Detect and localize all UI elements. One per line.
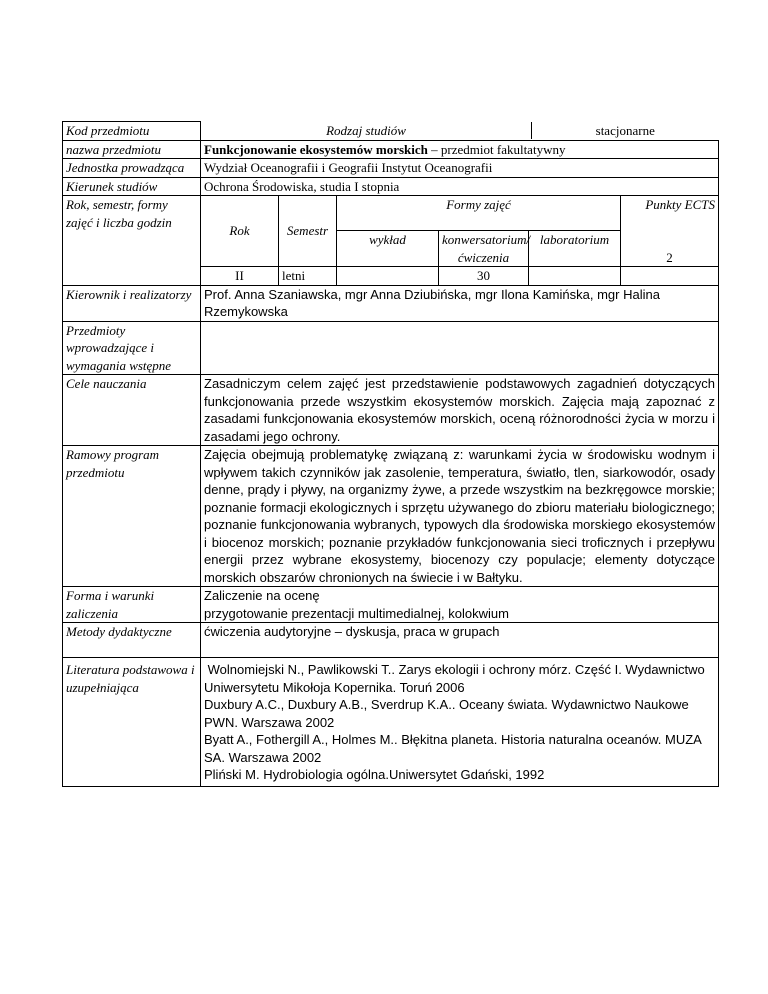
- course-name: [201, 140, 719, 159]
- literatura-item: Wolnomiejski N., Pawlikowski T.. Zarys ekologii i ochrony mórz. Część I. Wydawnictwo Uniwersytetu Mikołoja Kopernika. Toruń 2006: [204, 662, 713, 695]
- row-kierunek: [63, 177, 719, 196]
- literatura-item: Pliński M. Hydrobiologia ogólna.Uniwersytet Gdański, 1992: [204, 767, 545, 782]
- header-konwersatorium: konwersatorium/ ćwiczenia: [439, 231, 529, 267]
- row-ramowy: [63, 446, 719, 587]
- row-forma: [63, 587, 719, 623]
- row-kierownik: [63, 285, 719, 321]
- kierownik-value: Prof. Anna Szaniawska, mgr Anna Dziubińska, mgr Ilona Kamińska, mgr Halina Rzemykowska: [201, 285, 719, 321]
- konwersatorium-hours: 30: [439, 267, 529, 286]
- rok-value: II: [201, 267, 279, 286]
- label-kod: Kod przedmiotu: [63, 122, 201, 141]
- semestr-value: letni: [279, 267, 337, 286]
- course-name-bold: Funkcjonowanie ekosystemów morskich: [204, 141, 428, 157]
- header-punkty-ects: Punkty ECTS: [621, 196, 719, 267]
- cele-value: Zasadniczym celem zajęć jest przedstawienie podstawowych zagadnień dotyczących funkcjonowania przede wszystkim ekosystemów morskich. Zajęcia mają zapoznać z zasadami funkcjonowania ekosystemów morskich, oceną różnorodności życia w morzu i zasadami jego ochrony.: [201, 375, 719, 446]
- wyklad-hours: [337, 267, 439, 286]
- label-ramowy: Ramowy program przedmiotu: [63, 446, 201, 587]
- literatura-item: Byatt A., Fothergill A., Holmes M.. Błękitna planeta. Historia naturalna oceanów. MUZA SA. Warszawa 2002: [204, 732, 702, 765]
- row-metody: [63, 623, 719, 658]
- laboratorium-hours: [529, 267, 621, 286]
- label-kierownik: Kierownik i realizatorzy: [63, 285, 201, 321]
- literatura-item: Duxbury A.C., Duxbury A.B., Sverdrup K.A.. Oceany świata. Wydawnictwo Naukowe PWN. Warszawa 2002: [204, 697, 689, 730]
- row-przedmioty: [63, 321, 719, 375]
- literatura-list: [201, 658, 719, 787]
- rodzaj-label: Rodzaj studiów: [201, 122, 532, 140]
- syllabus-table: [62, 121, 719, 787]
- label-przedmioty: Przedmioty wprowadzające i wymagania wstępne: [63, 321, 201, 375]
- metody-value: ćwiczenia audytoryjne – dyskusja, praca w grupach: [201, 623, 719, 658]
- row-formy-header: [63, 196, 719, 231]
- forma-line-1: Zaliczenie na ocenę: [204, 588, 320, 603]
- row-literatura: [63, 658, 719, 787]
- label-rok-semestr: Rok, semestr, formy zajęć i liczba godzin: [63, 196, 201, 286]
- ects-value: [621, 250, 719, 286]
- label-kierunek: Kierunek studiów: [63, 177, 201, 196]
- label-cele: Cele nauczania: [63, 375, 201, 446]
- przedmioty-value: [201, 321, 719, 375]
- ects-value-text: 2: [666, 250, 673, 265]
- ramowy-value: Zajęcia obejmują problematykę związaną z: warunkami życia w środowisku wodnym i wpływem takich czynników jak zasolenie, temperatura, światło, tlen, siarkowodór, osady denne, prądy i pływy, na organizmy żywe, a przede wszystkim na bezkręgowce morskie; poznanie formacji ekologicznych i sprzętu używanego do zbioru materiału biologicznego; poznanie funkcjonowania wybranych, typowych dla środowiska morskiego ekosystemów i biocenoz morskich; poznanie przykładów funkcjonowania sieci troficznych i przepływu energii przez wybrane ekosystemy, biocenozy czy populacje; elementy dotyczące morskich obszarów chronionych na świecie i w Bałtyku.: [201, 446, 719, 587]
- forma-line-2: przygotowanie prezentacji multimedialnej, kolokwium: [204, 605, 509, 621]
- label-jednostka: Jednostka prowadząca: [63, 159, 201, 178]
- forma-value: [201, 587, 719, 623]
- header-semestr: Semestr: [279, 196, 337, 267]
- row-cele: [63, 375, 719, 446]
- kierunek-value: Ochrona Środowiska, studia I stopnia: [201, 177, 719, 196]
- header-formy-zajec: Formy zajęć: [337, 196, 621, 231]
- header-wyklad: wykład: [337, 231, 439, 267]
- jednostka-value: Wydział Oceanografii i Geografii Instytut Oceanografii: [201, 159, 719, 178]
- row-jednostka: [63, 159, 719, 178]
- row-kod: [63, 122, 719, 141]
- header-laboratorium: laboratorium: [529, 231, 621, 267]
- course-name-rest: – przedmiot fakultatywny: [427, 141, 566, 157]
- label-metody: Metody dydaktyczne: [63, 623, 201, 658]
- header-rok: Rok: [201, 196, 279, 267]
- label-nazwa: nazwa przedmiotu: [63, 140, 201, 159]
- row-nazwa: [63, 140, 719, 159]
- label-literatura: Literatura podstawowa i uzupełniająca: [63, 658, 201, 787]
- label-forma: Forma i warunki zaliczenia: [63, 587, 201, 623]
- rodzaj-value: stacjonarne: [595, 122, 655, 138]
